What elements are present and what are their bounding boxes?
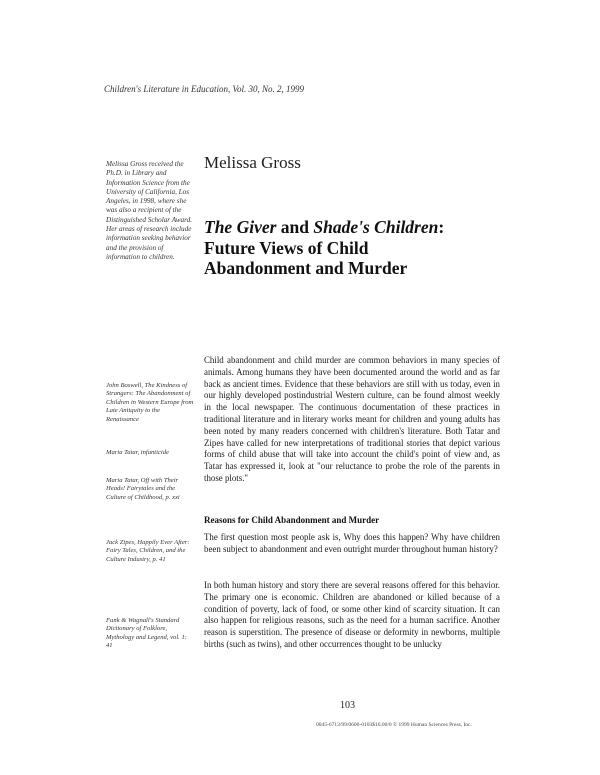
title-and: and (276, 217, 314, 237)
copyright-line: 0045-6713/99/0600-0103$16.00/0 © 1999 Human Sciences Press, Inc. (316, 722, 472, 728)
sidenote-tatar-infanticide: Maria Tatar, infanticide (106, 449, 169, 456)
paragraph: The first question most people ask is, Why does this happen? Why have children been subject to abandonment and even outright murder throughout human history? (204, 532, 500, 554)
title-line-3: Abandonment and Murder (204, 258, 408, 278)
section-heading: Reasons for Child Abandonment and Murder (204, 515, 380, 525)
sidenote-zipes: Jack Zipes, Happily Ever After: Fairy Tales, Children, and the Culture Industry, p. 41 (106, 539, 190, 563)
article-title (204, 217, 534, 279)
sidenote-tatar-heads: Maria Tatar, Off with Their Heads! Fairytales and the Culture of Childhood, p. xxi (106, 477, 180, 501)
paragraph: In both human history and story there are several reasons offered for this behavior. The primary one is economic. Children are abandoned or killed because of a condition of poverty, lack of food, or some other kind of scarcity situation. It can also happen for religious reasons, such as the need for a human sacrifice. Another reason is superstition. The presence of disease or deformity in newborns, multiple births (such as twins), and other occurrences thought to be unlucky (204, 580, 500, 649)
author-bio: Melissa Gross received the Ph.D. in Library and Information Science from the University of California, Los Angeles, in 1998, where she was also a recipient of the Distinguished Scholar Award. Her areas of research include information seeking behavior and the provision of information to children. (106, 160, 193, 261)
page-number: 103 (340, 700, 355, 711)
title-line-2: Future Views of Child (204, 237, 369, 258)
body-paragraph-3 (204, 580, 500, 651)
title-book-1: The Giver (204, 217, 277, 237)
title-colon: : (438, 217, 445, 237)
journal-citation: Children's Literature in Education, Vol. 30, No. 2, 1999 (104, 84, 305, 94)
title-book-2: Shade's Children (313, 217, 439, 237)
body-paragraph-2 (204, 532, 500, 556)
sidenote-funk-wagnall: Funk & Wagnall's Standard Dictionary of Folklore, Mythology and Legend, vol. 1: 41 (106, 617, 187, 650)
paragraph: Child abandonment and child murder are common behaviors in many species of animals. Among humans they have been documented around the world and as far back as ancient times. Evidence that these behaviors are still with us today, even in our highly developed postindustrial Western culture, can be found almost weekly in the local newspaper. The continuous documentation of these practices in traditional literature and in literary works meant for children and young adults has been noted by many readers concerned with children's literature. Both Tatar and Zipes have called for new interpretations of traditional stories that depict various forms of child abuse that will take into account the child's point of view and, as Tatar has expressed it, look at "our reluctance to probe the role of the parents in those plots." (204, 355, 500, 483)
title-line-1 (204, 217, 534, 238)
author-name: Melissa Gross (204, 153, 301, 172)
body-paragraph-1 (204, 355, 500, 485)
sidenote-boswell: John Boswell, The Kindness of Strangers: The Abandonment of Children in Western Europe from Late Antiquity to the Renaissance (106, 382, 194, 423)
